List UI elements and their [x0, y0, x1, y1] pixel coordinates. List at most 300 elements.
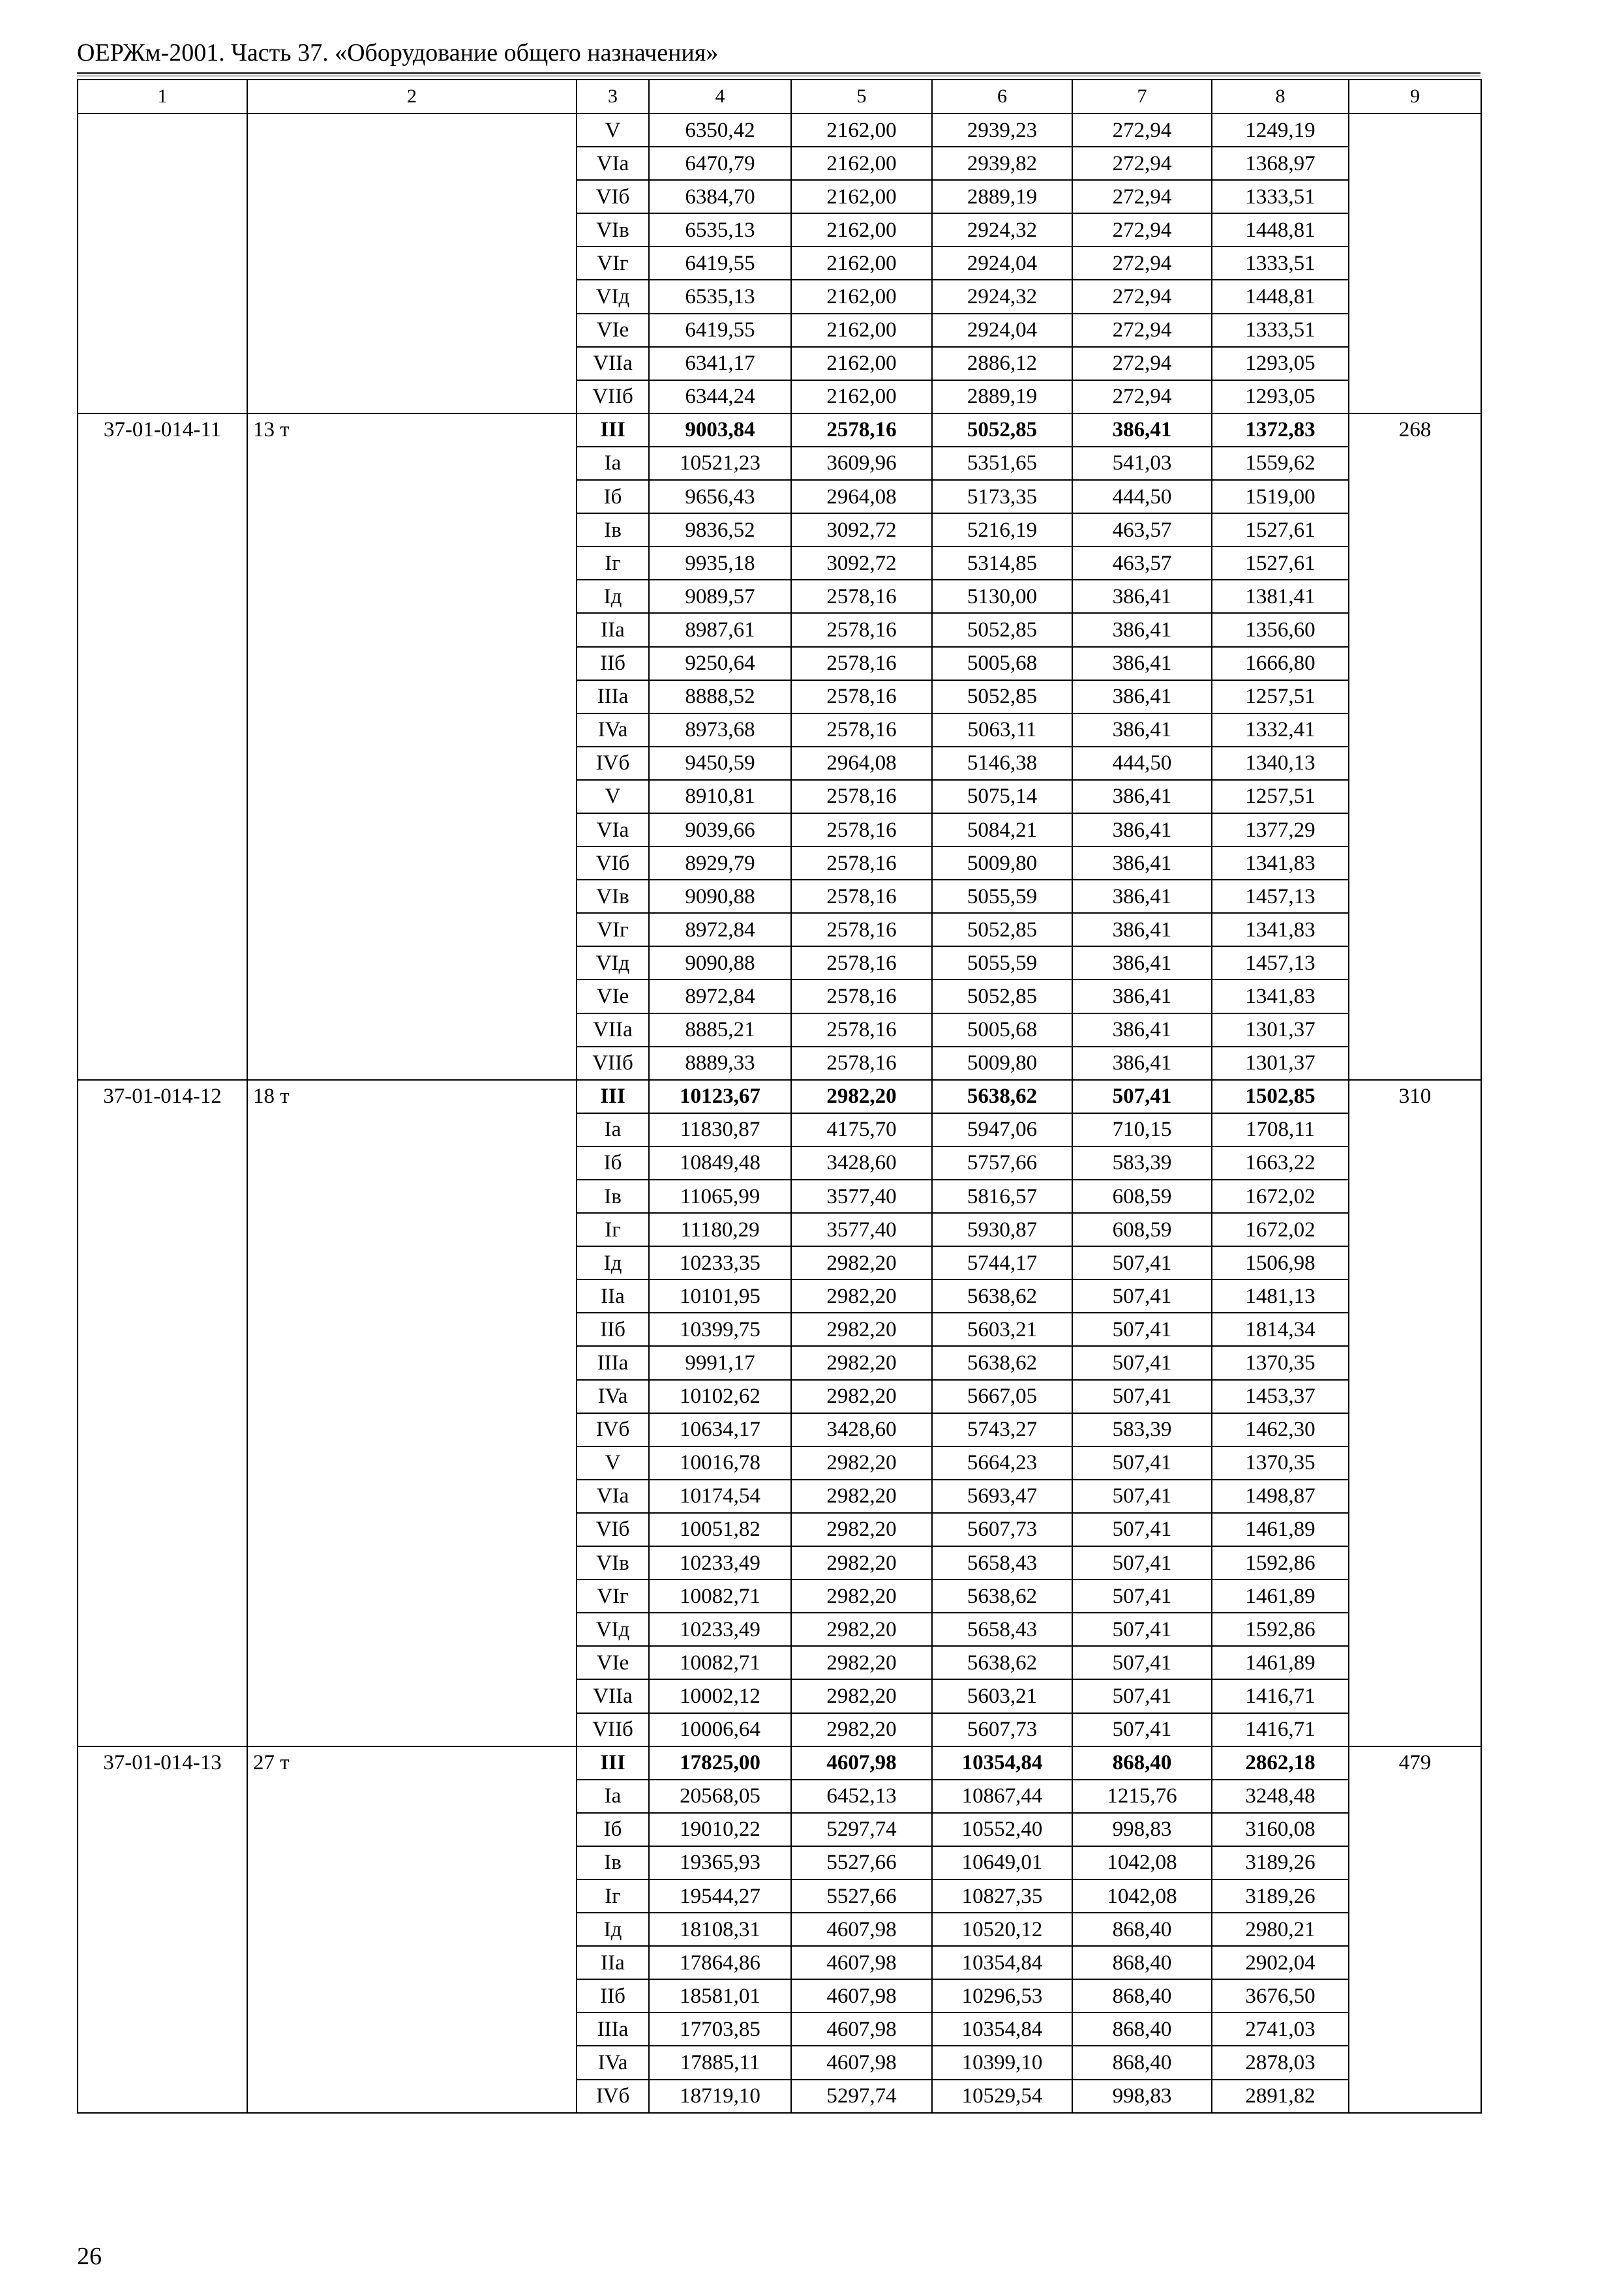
value-cell: 5005,68: [932, 1013, 1072, 1047]
value-cell: 2982,20: [791, 1613, 932, 1646]
value-cell: 8889,33: [649, 1047, 791, 1080]
value-cell: 272,94: [1072, 180, 1212, 213]
value-cell: 2578,16: [791, 946, 932, 980]
value-cell: 6419,55: [649, 314, 791, 347]
value-cell: 3428,60: [791, 1146, 932, 1180]
value-cell: 18581,01: [649, 1979, 791, 2012]
value-cell: 6535,13: [649, 280, 791, 313]
value-cell: 2162,00: [791, 180, 932, 213]
region-category-cell: VIв: [577, 213, 649, 247]
value-cell: 1592,86: [1212, 1613, 1349, 1646]
rate-code-cell: 37-01-014-11: [78, 413, 247, 1080]
region-category-cell: IIб: [577, 1979, 649, 2012]
value-cell: 5638,62: [932, 1646, 1072, 1679]
value-cell: 9003,84: [649, 413, 791, 447]
value-cell: 868,40: [1072, 1913, 1212, 1946]
page-header-title: ОЕРЖм-2001. Часть 37. «Оборудование общего назначения»: [77, 39, 719, 67]
rates-table: [77, 79, 1482, 2114]
value-cell: 608,59: [1072, 1213, 1212, 1246]
value-cell: 6470,79: [649, 147, 791, 180]
value-cell: 5667,05: [932, 1380, 1072, 1413]
value-cell: 386,41: [1072, 813, 1212, 846]
region-category-cell: V: [577, 1446, 649, 1480]
value-cell: 8885,21: [649, 1013, 791, 1047]
value-cell: 1519,00: [1212, 480, 1349, 513]
value-cell: 5297,74: [791, 1813, 932, 1846]
column-9-cell: 268: [1349, 413, 1481, 1080]
value-cell: 5063,11: [932, 713, 1072, 747]
value-cell: 2982,20: [791, 1579, 932, 1613]
region-category-cell: Iб: [577, 1813, 649, 1846]
value-cell: 3189,26: [1212, 1846, 1349, 1879]
rate-code-cell: [78, 113, 247, 413]
value-cell: 998,83: [1072, 1813, 1212, 1846]
value-cell: 5743,27: [932, 1413, 1072, 1446]
value-cell: 868,40: [1072, 1946, 1212, 1979]
region-category-cell: Iг: [577, 546, 649, 580]
value-cell: 2891,82: [1212, 2080, 1349, 2113]
value-cell: 1332,41: [1212, 713, 1349, 747]
region-category-cell: VIa: [577, 813, 649, 846]
value-cell: 2982,20: [791, 1646, 932, 1679]
page-number: 26: [77, 2243, 102, 2270]
value-cell: 1416,71: [1212, 1679, 1349, 1713]
value-cell: 3428,60: [791, 1413, 932, 1446]
value-cell: 1666,80: [1212, 647, 1349, 680]
region-category-cell: III: [577, 1746, 649, 1780]
value-cell: 4607,98: [791, 1913, 932, 1946]
value-cell: 5930,87: [932, 1213, 1072, 1246]
region-category-cell: Ia: [577, 1113, 649, 1146]
value-cell: 6452,13: [791, 1780, 932, 1813]
region-category-cell: IVб: [577, 2080, 649, 2113]
table-row: [78, 113, 1481, 147]
value-cell: 8888,52: [649, 680, 791, 713]
value-cell: 507,41: [1072, 1646, 1212, 1679]
value-cell: 272,94: [1072, 347, 1212, 380]
value-cell: 9450,59: [649, 747, 791, 780]
value-cell: 1042,08: [1072, 1879, 1212, 1913]
value-cell: 1559,62: [1212, 447, 1349, 480]
region-category-cell: IVб: [577, 747, 649, 780]
region-category-cell: IIa: [577, 1279, 649, 1313]
value-cell: 386,41: [1072, 913, 1212, 946]
value-cell: 868,40: [1072, 1979, 1212, 2012]
value-cell: 9039,66: [649, 813, 791, 846]
value-cell: 2578,16: [791, 780, 932, 813]
value-cell: 386,41: [1072, 680, 1212, 713]
value-cell: 3609,96: [791, 447, 932, 480]
value-cell: 386,41: [1072, 1047, 1212, 1080]
value-cell: 5603,21: [932, 1313, 1072, 1346]
value-cell: 10002,12: [649, 1679, 791, 1713]
value-cell: 583,39: [1072, 1146, 1212, 1180]
value-cell: 10082,71: [649, 1646, 791, 1679]
value-cell: 1333,51: [1212, 247, 1349, 280]
value-cell: 10354,84: [932, 1746, 1072, 1780]
region-category-cell: VIд: [577, 1613, 649, 1646]
value-cell: 9250,64: [649, 647, 791, 680]
value-cell: 2162,00: [791, 147, 932, 180]
value-cell: 1814,34: [1212, 1313, 1349, 1346]
value-cell: 20568,05: [649, 1780, 791, 1813]
value-cell: 2889,19: [932, 180, 1072, 213]
value-cell: 507,41: [1072, 1513, 1212, 1546]
value-cell: 1372,83: [1212, 413, 1349, 447]
region-category-cell: IIIa: [577, 1346, 649, 1379]
value-cell: 1592,86: [1212, 1546, 1349, 1579]
value-cell: 2578,16: [791, 1047, 932, 1080]
value-cell: 1257,51: [1212, 680, 1349, 713]
value-cell: 1462,30: [1212, 1413, 1349, 1446]
region-category-cell: VIб: [577, 1513, 649, 1546]
value-cell: 1249,19: [1212, 113, 1349, 147]
value-cell: 507,41: [1072, 1679, 1212, 1713]
value-cell: 2162,00: [791, 213, 932, 247]
value-cell: 2889,19: [932, 380, 1072, 413]
header-rule: [77, 72, 1481, 74]
value-cell: 272,94: [1072, 280, 1212, 313]
value-cell: 272,94: [1072, 314, 1212, 347]
region-category-cell: IVб: [577, 1413, 649, 1446]
column-9-cell: [1349, 113, 1481, 413]
value-cell: 6535,13: [649, 213, 791, 247]
value-cell: 17825,00: [649, 1746, 791, 1780]
value-cell: 2162,00: [791, 380, 932, 413]
value-cell: 5638,62: [932, 1346, 1072, 1379]
value-cell: 4607,98: [791, 2046, 932, 2079]
column-header: 4: [649, 80, 791, 113]
region-category-cell: VIв: [577, 880, 649, 913]
value-cell: 2924,04: [932, 314, 1072, 347]
value-cell: 5638,62: [932, 1279, 1072, 1313]
value-cell: 2982,20: [791, 1546, 932, 1579]
value-cell: 1368,97: [1212, 147, 1349, 180]
value-cell: 6350,42: [649, 113, 791, 147]
value-cell: 6419,55: [649, 247, 791, 280]
value-cell: 5055,59: [932, 880, 1072, 913]
value-cell: 17885,11: [649, 2046, 791, 2079]
value-cell: 1527,61: [1212, 513, 1349, 546]
value-cell: 10520,12: [932, 1913, 1072, 1946]
region-category-cell: IIб: [577, 1313, 649, 1346]
value-cell: 386,41: [1072, 413, 1212, 447]
value-cell: 8972,84: [649, 980, 791, 1013]
value-cell: 5146,38: [932, 747, 1072, 780]
value-cell: 2578,16: [791, 580, 932, 613]
value-cell: 2578,16: [791, 680, 932, 713]
value-cell: 386,41: [1072, 980, 1212, 1013]
value-cell: 507,41: [1072, 1446, 1212, 1480]
value-cell: 18108,31: [649, 1913, 791, 1946]
region-category-cell: V: [577, 113, 649, 147]
value-cell: 10006,64: [649, 1713, 791, 1746]
value-cell: 2578,16: [791, 713, 932, 747]
value-cell: 2862,18: [1212, 1746, 1349, 1780]
value-cell: 5314,85: [932, 546, 1072, 580]
region-category-cell: IIб: [577, 647, 649, 680]
value-cell: 1341,83: [1212, 846, 1349, 880]
value-cell: 1301,37: [1212, 1047, 1349, 1080]
value-cell: 10849,48: [649, 1146, 791, 1180]
value-cell: 1481,13: [1212, 1279, 1349, 1313]
region-category-cell: Iв: [577, 1846, 649, 1879]
region-category-cell: VIд: [577, 946, 649, 980]
value-cell: 2741,03: [1212, 2012, 1349, 2046]
value-cell: 1301,37: [1212, 1013, 1349, 1047]
value-cell: 5638,62: [932, 1579, 1072, 1613]
value-cell: 6344,24: [649, 380, 791, 413]
value-cell: 507,41: [1072, 1713, 1212, 1746]
column-header: 2: [247, 80, 577, 113]
column-header: 6: [932, 80, 1072, 113]
value-cell: 10354,84: [932, 2012, 1072, 2046]
value-cell: 9090,88: [649, 946, 791, 980]
value-cell: 2878,03: [1212, 2046, 1349, 2079]
value-cell: 10016,78: [649, 1446, 791, 1480]
value-cell: 507,41: [1072, 1313, 1212, 1346]
value-cell: 1672,02: [1212, 1180, 1349, 1213]
value-cell: 5351,65: [932, 447, 1072, 480]
value-cell: 10399,75: [649, 1313, 791, 1346]
value-cell: 2578,16: [791, 980, 932, 1013]
value-cell: 19365,93: [649, 1846, 791, 1879]
value-cell: 9089,57: [649, 580, 791, 613]
value-cell: 1377,29: [1212, 813, 1349, 846]
value-cell: 386,41: [1072, 946, 1212, 980]
region-category-cell: VIa: [577, 1480, 649, 1513]
column-header: 9: [1349, 80, 1481, 113]
value-cell: 19544,27: [649, 1879, 791, 1913]
value-cell: 1416,71: [1212, 1713, 1349, 1746]
value-cell: 4175,70: [791, 1113, 932, 1146]
value-cell: 10552,40: [932, 1813, 1072, 1846]
value-cell: 5052,85: [932, 680, 1072, 713]
value-cell: 2982,20: [791, 1279, 932, 1313]
value-cell: 1340,13: [1212, 747, 1349, 780]
value-cell: 2924,32: [932, 213, 1072, 247]
region-category-cell: V: [577, 780, 649, 813]
value-cell: 1333,51: [1212, 180, 1349, 213]
value-cell: 10827,35: [932, 1879, 1072, 1913]
value-cell: 5527,66: [791, 1879, 932, 1913]
region-category-cell: VIIa: [577, 1013, 649, 1047]
value-cell: 10867,44: [932, 1780, 1072, 1813]
table-row: [78, 413, 1481, 447]
value-cell: 1293,05: [1212, 347, 1349, 380]
value-cell: 2939,82: [932, 147, 1072, 180]
region-category-cell: Iб: [577, 1146, 649, 1180]
value-cell: 2982,20: [791, 1480, 932, 1513]
region-category-cell: VIг: [577, 1579, 649, 1613]
value-cell: 11065,99: [649, 1180, 791, 1213]
value-cell: 2578,16: [791, 880, 932, 913]
region-category-cell: VIг: [577, 913, 649, 946]
value-cell: 507,41: [1072, 1579, 1212, 1613]
value-cell: 9656,43: [649, 480, 791, 513]
value-cell: 1215,76: [1072, 1780, 1212, 1813]
region-category-cell: Iв: [577, 513, 649, 546]
value-cell: 5009,80: [932, 1047, 1072, 1080]
value-cell: 1257,51: [1212, 780, 1349, 813]
region-category-cell: Iд: [577, 1913, 649, 1946]
value-cell: 10174,54: [649, 1480, 791, 1513]
value-cell: 444,50: [1072, 747, 1212, 780]
value-cell: 2982,20: [791, 1346, 932, 1379]
value-cell: 19010,22: [649, 1813, 791, 1846]
value-cell: 8929,79: [649, 846, 791, 880]
region-category-cell: IIIa: [577, 680, 649, 713]
value-cell: 1341,83: [1212, 913, 1349, 946]
region-category-cell: Iв: [577, 1180, 649, 1213]
value-cell: 5664,23: [932, 1446, 1072, 1480]
rate-code-cell: 37-01-014-12: [78, 1080, 247, 1746]
value-cell: 1663,22: [1212, 1146, 1349, 1180]
value-cell: 10233,35: [649, 1246, 791, 1279]
value-cell: 17864,86: [649, 1946, 791, 1979]
value-cell: 1461,89: [1212, 1513, 1349, 1546]
region-category-cell: IIa: [577, 613, 649, 646]
value-cell: 9836,52: [649, 513, 791, 546]
region-category-cell: VIIб: [577, 1047, 649, 1080]
value-cell: 868,40: [1072, 2046, 1212, 2079]
value-cell: 4607,98: [791, 2012, 932, 2046]
value-cell: 1453,37: [1212, 1380, 1349, 1413]
value-cell: 5052,85: [932, 613, 1072, 646]
value-cell: 507,41: [1072, 1246, 1212, 1279]
value-cell: 4607,98: [791, 1746, 932, 1780]
value-cell: 3676,50: [1212, 1979, 1349, 2012]
rate-code-cell: 37-01-014-13: [78, 1746, 247, 2113]
region-category-cell: VIe: [577, 1646, 649, 1679]
table-header-row: [78, 80, 1481, 113]
value-cell: 2902,04: [1212, 1946, 1349, 1979]
region-category-cell: IVa: [577, 713, 649, 747]
region-category-cell: VIIб: [577, 380, 649, 413]
value-cell: 5607,73: [932, 1513, 1072, 1546]
region-category-cell: VIб: [577, 180, 649, 213]
value-cell: 8973,68: [649, 713, 791, 747]
value-cell: 8910,81: [649, 780, 791, 813]
value-cell: 710,15: [1072, 1113, 1212, 1146]
value-cell: 5052,85: [932, 413, 1072, 447]
value-cell: 2982,20: [791, 1313, 932, 1346]
value-cell: 9991,17: [649, 1346, 791, 1379]
region-category-cell: Iб: [577, 480, 649, 513]
region-category-cell: VIг: [577, 247, 649, 280]
value-cell: 1293,05: [1212, 380, 1349, 413]
value-cell: 10354,84: [932, 1946, 1072, 1979]
value-cell: 2982,20: [791, 1679, 932, 1713]
value-cell: 386,41: [1072, 580, 1212, 613]
column-header: 1: [78, 80, 247, 113]
value-cell: 10296,53: [932, 1979, 1072, 2012]
value-cell: 507,41: [1072, 1346, 1212, 1379]
value-cell: 5527,66: [791, 1846, 932, 1879]
value-cell: 5816,57: [932, 1180, 1072, 1213]
value-cell: 1448,81: [1212, 213, 1349, 247]
column-header: 7: [1072, 80, 1212, 113]
value-cell: 5084,21: [932, 813, 1072, 846]
value-cell: 2982,20: [791, 1080, 932, 1113]
value-cell: 5693,47: [932, 1480, 1072, 1513]
value-cell: 1042,08: [1072, 1846, 1212, 1879]
table-row: [78, 1746, 1481, 1780]
value-cell: 5075,14: [932, 780, 1072, 813]
value-cell: 272,94: [1072, 247, 1212, 280]
value-cell: 4607,98: [791, 1946, 932, 1979]
region-category-cell: VIe: [577, 314, 649, 347]
value-cell: 507,41: [1072, 1380, 1212, 1413]
value-cell: 10102,62: [649, 1380, 791, 1413]
value-cell: 2578,16: [791, 647, 932, 680]
value-cell: 2964,08: [791, 747, 932, 780]
value-cell: 386,41: [1072, 780, 1212, 813]
value-cell: 2162,00: [791, 247, 932, 280]
value-cell: 386,41: [1072, 1013, 1212, 1047]
value-cell: 507,41: [1072, 1279, 1212, 1313]
value-cell: 10233,49: [649, 1613, 791, 1646]
value-cell: 272,94: [1072, 113, 1212, 147]
value-cell: 2886,12: [932, 347, 1072, 380]
equipment-mass-cell: 27 т: [247, 1746, 577, 2113]
value-cell: 272,94: [1072, 147, 1212, 180]
value-cell: 868,40: [1072, 2012, 1212, 2046]
value-cell: 5603,21: [932, 1679, 1072, 1713]
value-cell: 3092,72: [791, 513, 932, 546]
value-cell: 8987,61: [649, 613, 791, 646]
value-cell: 10123,67: [649, 1080, 791, 1113]
value-cell: 2982,20: [791, 1380, 932, 1413]
region-category-cell: Ia: [577, 447, 649, 480]
value-cell: 10521,23: [649, 447, 791, 480]
column-header: 8: [1212, 80, 1349, 113]
value-cell: 463,57: [1072, 513, 1212, 546]
value-cell: 8972,84: [649, 913, 791, 946]
value-cell: 2162,00: [791, 314, 932, 347]
value-cell: 3189,26: [1212, 1879, 1349, 1913]
value-cell: 272,94: [1072, 213, 1212, 247]
value-cell: 9090,88: [649, 880, 791, 913]
rates-table-body: [78, 80, 1481, 2113]
region-category-cell: Ia: [577, 1780, 649, 1813]
value-cell: 5130,00: [932, 580, 1072, 613]
value-cell: 18719,10: [649, 2080, 791, 2113]
region-category-cell: VIIa: [577, 1679, 649, 1713]
value-cell: 3092,72: [791, 546, 932, 580]
value-cell: 386,41: [1072, 880, 1212, 913]
value-cell: 5744,17: [932, 1246, 1072, 1279]
value-cell: 444,50: [1072, 480, 1212, 513]
value-cell: 998,83: [1072, 2080, 1212, 2113]
region-category-cell: VIIa: [577, 347, 649, 380]
value-cell: 1457,13: [1212, 946, 1349, 980]
value-cell: 2162,00: [791, 280, 932, 313]
region-category-cell: VIд: [577, 280, 649, 313]
region-category-cell: Iд: [577, 1246, 649, 1279]
value-cell: 1370,35: [1212, 1446, 1349, 1480]
region-category-cell: VIб: [577, 846, 649, 880]
value-cell: 608,59: [1072, 1180, 1212, 1213]
value-cell: 386,41: [1072, 713, 1212, 747]
value-cell: 17703,85: [649, 2012, 791, 2046]
value-cell: 1370,35: [1212, 1346, 1349, 1379]
value-cell: 2578,16: [791, 613, 932, 646]
value-cell: 1461,89: [1212, 1646, 1349, 1679]
value-cell: 5757,66: [932, 1146, 1072, 1180]
region-category-cell: Iд: [577, 580, 649, 613]
region-category-cell: VIe: [577, 980, 649, 1013]
